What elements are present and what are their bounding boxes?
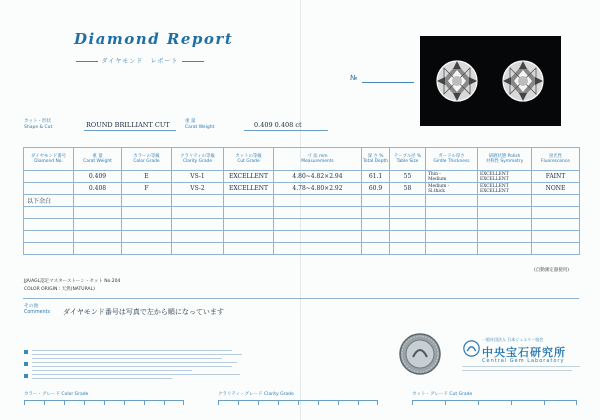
fine-print-block [24, 350, 244, 382]
table-header-row [24, 148, 580, 171]
clarity-scale [218, 400, 378, 407]
lab-seal-icon [399, 333, 441, 375]
shape-underline [84, 130, 176, 131]
header-fluorescence: 蛍光性 Fluorescence [532, 148, 580, 171]
header-clarity-grade: クラリティの等級 Clarity Grade [172, 148, 224, 171]
header-carat-weight: 重 量 Carat Weight [74, 148, 122, 171]
auto-measure-note: (自動測定器使用) [534, 268, 570, 273]
lab-name-en: Central Gem Laboratory [482, 358, 565, 364]
lab-logo-icon [463, 340, 480, 357]
clarity-scale-label: クラリティ・グレード Clarity Grade [218, 392, 294, 397]
lab-address [462, 366, 582, 374]
header-total-depth: 深 さ % Total Depth [362, 148, 390, 171]
shape-value: ROUND BRILLIANT CUT [86, 121, 170, 129]
header-polish-symmetry: 研磨状態 Polish 対称性 Symmetry [478, 148, 532, 171]
report-number-line [362, 82, 414, 83]
master-stone-note: JJA/AGL認定マスターストーン・セット No.204 [24, 279, 121, 284]
header-girdle: ガードル厚さ Girdle Thickness [426, 148, 478, 171]
carat-weight-label: 重 量 Carat Weight [185, 119, 215, 130]
carat-weight-underline [244, 130, 328, 131]
cut-scale [412, 400, 577, 407]
grading-table [23, 147, 580, 255]
lab-name-jp: 中央宝石研究所 [482, 346, 566, 359]
header-measurements: 寸 法 mm Measurements [274, 148, 362, 171]
shape-label: カット・形状 Shape & Cut [24, 119, 53, 130]
header-cut-grade: カットの等級 Cut Grade [224, 148, 274, 171]
comments-label: その他 Comments [24, 304, 51, 315]
comments-text: ダイヤモンド番号は写真で左から順になっています [63, 308, 224, 316]
table-row [24, 231, 580, 243]
table-row: 0.409 E VS-1 EXCELLENT 4.80~4.82×2.94 61.1 55 Thin - Medium EXCELLENT EXCELLENT FAINT [24, 171, 580, 183]
header-color-grade: カラーの等級 Color Grade [122, 148, 172, 171]
diamond-left-image [436, 60, 478, 102]
report-number-label: № [350, 74, 358, 82]
report-title: Diamond Report [74, 30, 234, 48]
table-row: 0.408 F VS-2 EXCELLENT 4.78~4.80×2.92 60.9 58 Medium - Sl.thick EXCELLENT EXCELLENT NONE [24, 183, 580, 195]
section-divider [23, 298, 579, 299]
cut-scale-label: カット・グレード Cut Grade [412, 392, 473, 397]
header-table-size: テーブル径 % Table Size [390, 148, 426, 171]
diamond-right-image [502, 60, 544, 102]
table-row [24, 243, 580, 255]
carat-weight-value: 0.409 0.408 ct [254, 121, 302, 129]
color-origin-note: COLOR ORIGIN : 天然(NATURAL) [24, 287, 95, 292]
color-scale-label: カラー・グレード Color Grade [24, 392, 89, 397]
header-diamond-no: ダイヤモンド番号 Diamond No. [24, 148, 74, 171]
lab-affiliation: 一般社団法人 日本ジュエリー協会 [482, 337, 544, 342]
report-subtitle: ダイヤモンド レポート [60, 56, 220, 65]
table-row: 以下余白 [24, 195, 580, 207]
table-row [24, 219, 580, 231]
table-row [24, 207, 580, 219]
diamond-photo [420, 36, 561, 126]
color-scale [24, 400, 184, 407]
